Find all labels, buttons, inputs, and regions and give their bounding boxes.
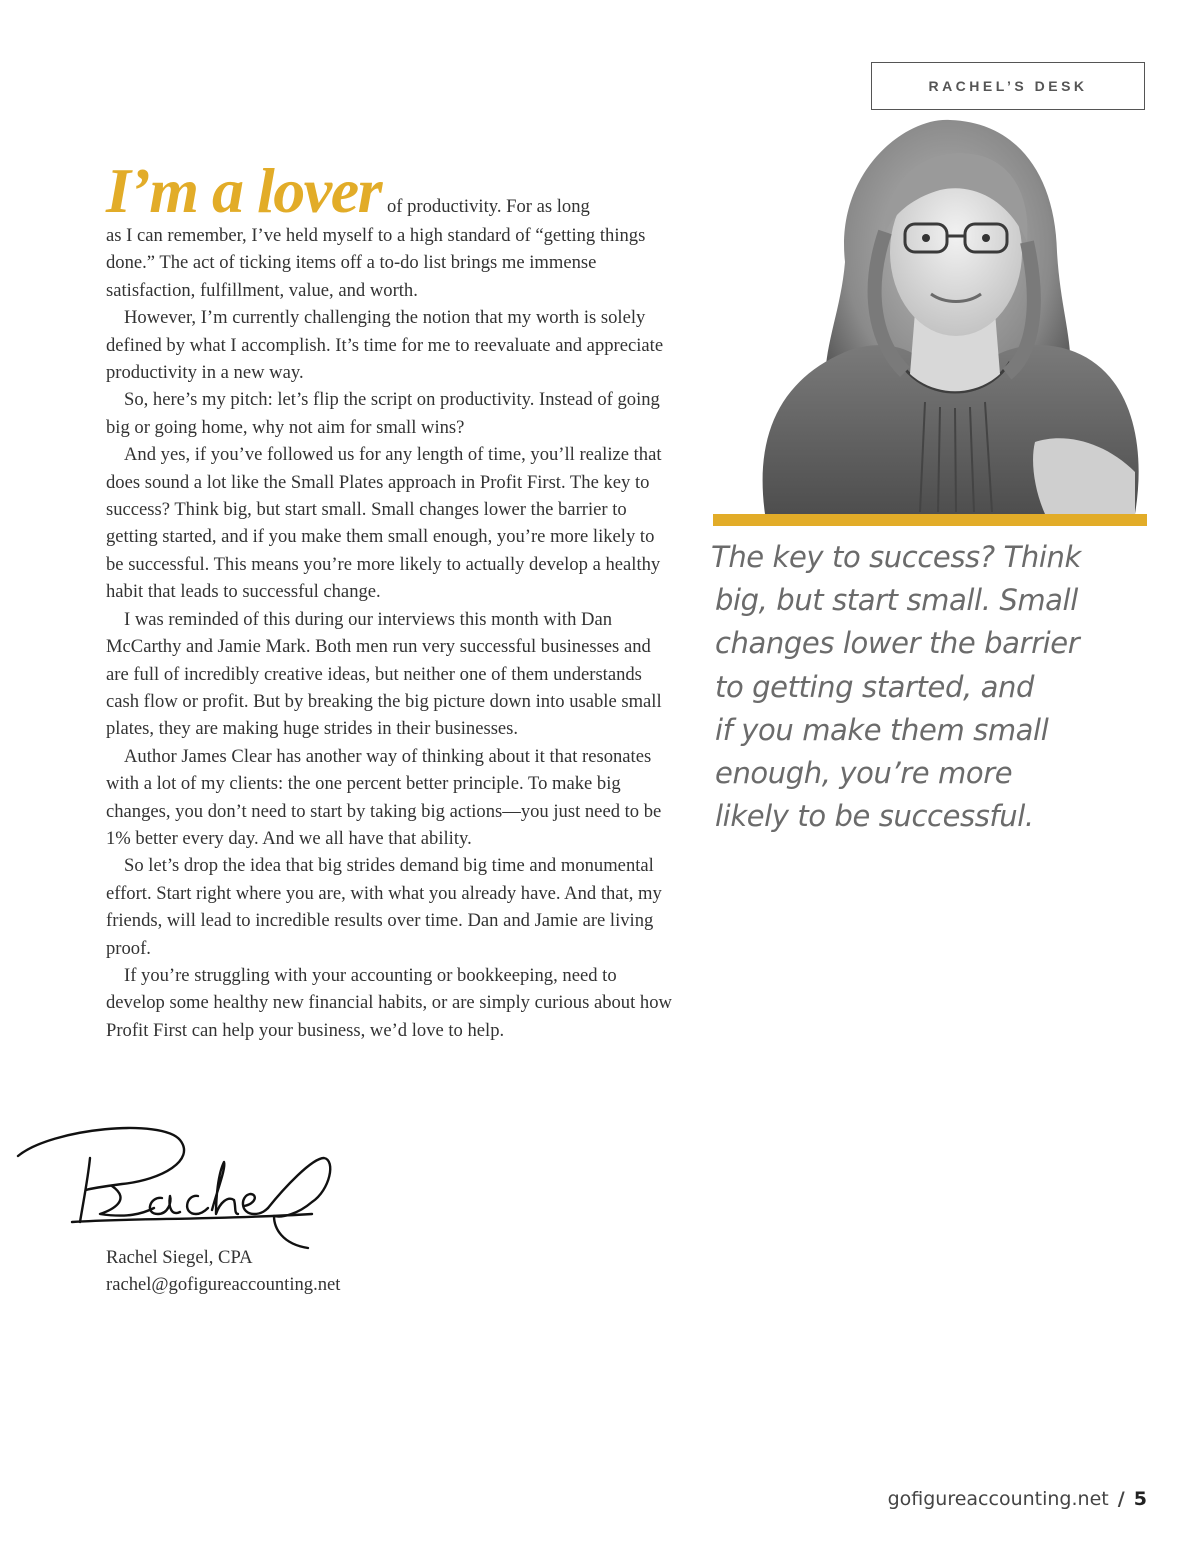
pull-quote-line: big, but start small. Small	[715, 583, 1078, 618]
accent-bar	[713, 514, 1147, 526]
pull-quote-line: likely to be successful.	[715, 799, 1034, 834]
article-paragraph: I was reminded of this during our interviews this month with Dan McCarthy and Jamie Mark. Both men run very successful businesses and are full of incredibly creative ideas, but neither one of them understands cash flow or profit. But by breaking the big picture down into usable small plates, they are making huge strides in their businesses.	[106, 608, 662, 740]
article-paragraph: So, here’s my pitch: let’s flip the script on productivity. Instead of going big or going home, why not aim for small wins?	[106, 389, 660, 438]
article-paragraph: However, I’m currently challenging the notion that my worth is solely defined by what I accomplish. It’s time for me to reevaluate and appreciate productivity in a new way.	[106, 307, 664, 384]
pull-quote-line: enough, you’re more	[715, 756, 1013, 791]
pull-quote-line: to getting started, and	[715, 669, 1034, 704]
pull-quote	[711, 536, 1131, 838]
drop-heading: I’m a lover	[106, 155, 381, 226]
lead-first-text: of productivity. For as long	[387, 196, 590, 217]
footer-separator: /	[1117, 1488, 1125, 1510]
pull-quote-line: The key to success? Think	[711, 540, 1081, 574]
lead-paragraph	[106, 155, 676, 304]
author-name: Rachel Siegel, CPA	[106, 1247, 253, 1268]
page-footer	[888, 1488, 1147, 1510]
section-tag: RACHEL’S DESK	[871, 62, 1145, 110]
footer-site: gofigureaccounting.net	[887, 1488, 1109, 1510]
pull-quote-line: if you make them small	[715, 712, 1049, 747]
article-paragraph: Author James Clear has another way of thinking about it that resonates with a lot of my clients: the one percent better principle. To make big changes, you don’t need to start by taking big actions—you just need to be 1% better every day. And we all have that ability.	[106, 745, 662, 849]
article-paragraph: If you’re struggling with your accounting or bookkeeping, need to develop some healthy new financial habits, or are simply curious about how Profit First can help your business, we’d love to help.	[106, 964, 672, 1041]
pull-quote-line: changes lower the barrier	[715, 626, 1080, 661]
article-body	[106, 155, 676, 1044]
author-portrait	[735, 112, 1147, 514]
lead-continuation: as I can remember, I’ve held myself to a high standard of “getting things done.” The act of ticking items off a to-do list brings me immense satisfaction, fulfillment, value, and worth.	[106, 225, 646, 301]
article-paragraph: And yes, if you’ve followed us for any length of time, you’ll realize that does sound a lot like the Small Plates approach in Profit First. The key to success? Think big, but start small. Small changes lower the barrier to getting started, and if you make them small enough, you’re more likely to be successful. This means you’re more likely to actually develop a healthy habit that leads to successful change.	[106, 444, 662, 603]
signature-block	[106, 1244, 340, 1299]
article-paragraph: So let’s drop the idea that big strides demand big time and monumental effort. Start right where you are, with what you already have. And that, my friends, will lead to incredible results over time. Dan and Jamie are living proof.	[106, 855, 662, 959]
lead-first-line	[106, 155, 676, 226]
author-email: rachel@gofigureaccounting.net	[106, 1274, 341, 1296]
page-number: 5	[1133, 1488, 1147, 1510]
handwritten-signature	[12, 1118, 342, 1258]
